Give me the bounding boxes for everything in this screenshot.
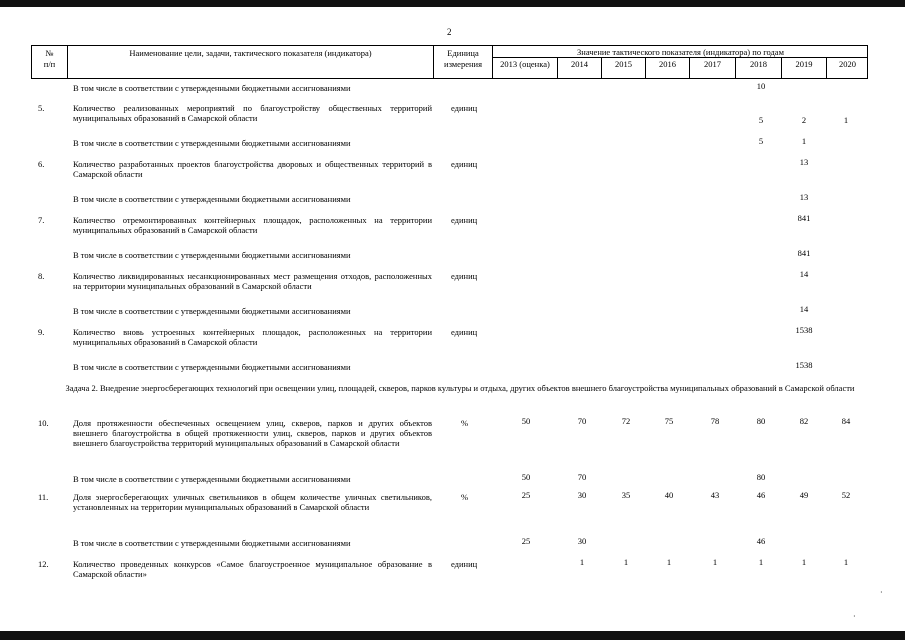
scan-speck: ·: [880, 588, 883, 597]
header-year: 2014: [571, 59, 588, 69]
value-cell: 2: [801, 115, 807, 125]
value-cell: 1538: [795, 325, 813, 335]
value-cell: 50: [521, 472, 531, 482]
value-cell: 5: [758, 115, 764, 125]
row-number: 8.: [38, 271, 45, 281]
unit-cell: единиц: [451, 327, 478, 337]
unit-cell: единиц: [451, 215, 478, 225]
sub-row-label: В том числе в соответствии с утвержденными бюджетными ассигнованиями: [73, 194, 351, 204]
unit-cell: %: [461, 418, 469, 428]
indicator-name: Количество проведенных конкурсов «Самое благоустроенное муниципальное образование в Самарской области»: [73, 559, 432, 579]
value-cell: 1538: [795, 360, 813, 370]
value-cell: 46: [756, 490, 766, 500]
row-number: 5.: [38, 103, 45, 113]
header-year: 2013 (оценка): [500, 59, 550, 69]
indicator-name: Доля протяженности обеспеченных освещением улиц, скверов, парков и других объектов внешнего благоустройства в общей протяженности улиц, скверов, парков и других объектов внешнего благоустройства территорий муниципальных образований в Самарской области: [73, 418, 432, 448]
unit-cell: единиц: [451, 271, 478, 281]
header-year: 2015: [615, 59, 632, 69]
value-cell: 1: [843, 115, 849, 125]
scan-speck: ·: [853, 612, 856, 621]
header-year: 2020: [839, 59, 856, 69]
value-cell: 50: [521, 416, 531, 426]
header-values-title: Значение тактического показателя (индикатора) по годам: [577, 47, 784, 57]
header-unit-2: измерения: [444, 59, 482, 69]
header-year: 2017: [704, 59, 721, 69]
row-number: 11.: [38, 492, 49, 502]
sub-row-label: В том числе в соответствии с утвержденными бюджетными ассигнованиями: [73, 83, 351, 93]
value-cell: 30: [577, 490, 587, 500]
header-name: Наименование цели, задачи, тактического показателя (индикатора): [129, 48, 372, 58]
row-number: 6.: [38, 159, 45, 169]
value-cell: 70: [577, 416, 587, 426]
value-cell: 78: [710, 416, 720, 426]
indicator-name: Доля энергосберегающих уличных светильников в общем количестве уличных светильников, установленных на территории муниципальных образований в Самарской области: [73, 492, 432, 512]
header-year: 2019: [795, 59, 813, 69]
value-cell: 13: [799, 192, 809, 202]
value-cell: 5: [758, 136, 764, 146]
indicator-name: Количество ликвидированных несанкционированных мест размещения отходов, расположенных на территории муниципальных образований в Самарской области: [73, 271, 432, 291]
sub-row-label: В том числе в соответствии с утвержденными бюджетными ассигнованиями: [73, 474, 351, 484]
unit-cell: единиц: [451, 159, 478, 169]
sub-row-label: В том числе в соответствии с утвержденными бюджетными ассигнованиями: [73, 538, 351, 548]
value-cell: 1: [758, 557, 764, 567]
value-cell: 84: [841, 416, 851, 426]
header-unit-1: Единица: [447, 48, 479, 58]
value-cell: 75: [664, 416, 674, 426]
value-cell: 40: [664, 490, 674, 500]
indicator-name: Количество вновь устроенных контейнерных площадок, расположенных на территории муниципальных образований в Самарской области: [73, 327, 432, 347]
value-cell: 72: [621, 416, 631, 426]
value-cell: 49: [799, 490, 809, 500]
sub-row-label: В том числе в соответствии с утвержденными бюджетными ассигнованиями: [73, 306, 351, 316]
scan-border-bottom: [0, 631, 905, 640]
indicator-name: Количество разработанных проектов благоустройства дворовых и общественных территорий в Самарской области: [73, 159, 432, 179]
task-heading: Задача 2. Внедрение энергосберегающих технологий при освещении улиц, площадей, скверов, парков культуры и отдыха, других объектов внешнего благоустройства муниципальных образований в Самарской области: [65, 383, 855, 393]
value-cell: 46: [756, 536, 766, 546]
value-cell: 841: [797, 248, 811, 258]
value-cell: 43: [710, 490, 720, 500]
value-cell: 80: [756, 416, 766, 426]
value-cell: 1: [712, 557, 718, 567]
value-cell: 1: [666, 557, 672, 567]
value-cell: 52: [841, 490, 851, 500]
header-num: №: [45, 48, 54, 58]
value-cell: 80: [756, 472, 766, 482]
sub-row-label: В том числе в соответствии с утвержденными бюджетными ассигнованиями: [73, 250, 351, 260]
page-number: 2: [447, 27, 452, 37]
header-num-2: п/п: [43, 59, 56, 69]
value-cell: 1: [579, 557, 585, 567]
row-number: 10.: [38, 418, 49, 428]
header-year: 2016: [659, 59, 676, 69]
header-year: 2018: [750, 59, 767, 69]
value-cell: 1: [801, 557, 807, 567]
sub-row-label: В том числе в соответствии с утвержденными бюджетными ассигнованиями: [73, 362, 351, 372]
value-cell: 10: [756, 81, 766, 91]
value-cell: 35: [621, 490, 631, 500]
value-cell: 25: [521, 490, 531, 500]
value-cell: 14: [799, 304, 809, 314]
value-cell: 82: [799, 416, 809, 426]
indicator-name: Количество отремонтированных контейнерных площадок, расположенных на территории муниципальных образований в Самарской области: [73, 215, 432, 235]
value-cell: 70: [577, 472, 587, 482]
row-number: 7.: [38, 215, 45, 225]
value-cell: 13: [799, 157, 809, 167]
value-cell: 1: [623, 557, 629, 567]
sub-row-label: В том числе в соответствии с утвержденными бюджетными ассигнованиями: [73, 138, 351, 148]
unit-cell: единиц: [451, 103, 478, 113]
row-number: 12.: [38, 559, 49, 569]
value-cell: 25: [521, 536, 531, 546]
value-cell: 14: [799, 269, 809, 279]
unit-cell: %: [461, 492, 469, 502]
value-cell: 1: [801, 136, 807, 146]
indicator-name: Количество реализованных мероприятий по благоустройству общественных территорий муниципальных образований в Самарской области: [73, 103, 432, 123]
value-cell: 1: [843, 557, 849, 567]
row-number: 9.: [38, 327, 45, 337]
table-header: [31, 45, 868, 79]
value-cell: 841: [797, 213, 811, 223]
unit-cell: единиц: [451, 559, 478, 569]
scan-border-top: [0, 0, 905, 7]
value-cell: 30: [577, 536, 587, 546]
